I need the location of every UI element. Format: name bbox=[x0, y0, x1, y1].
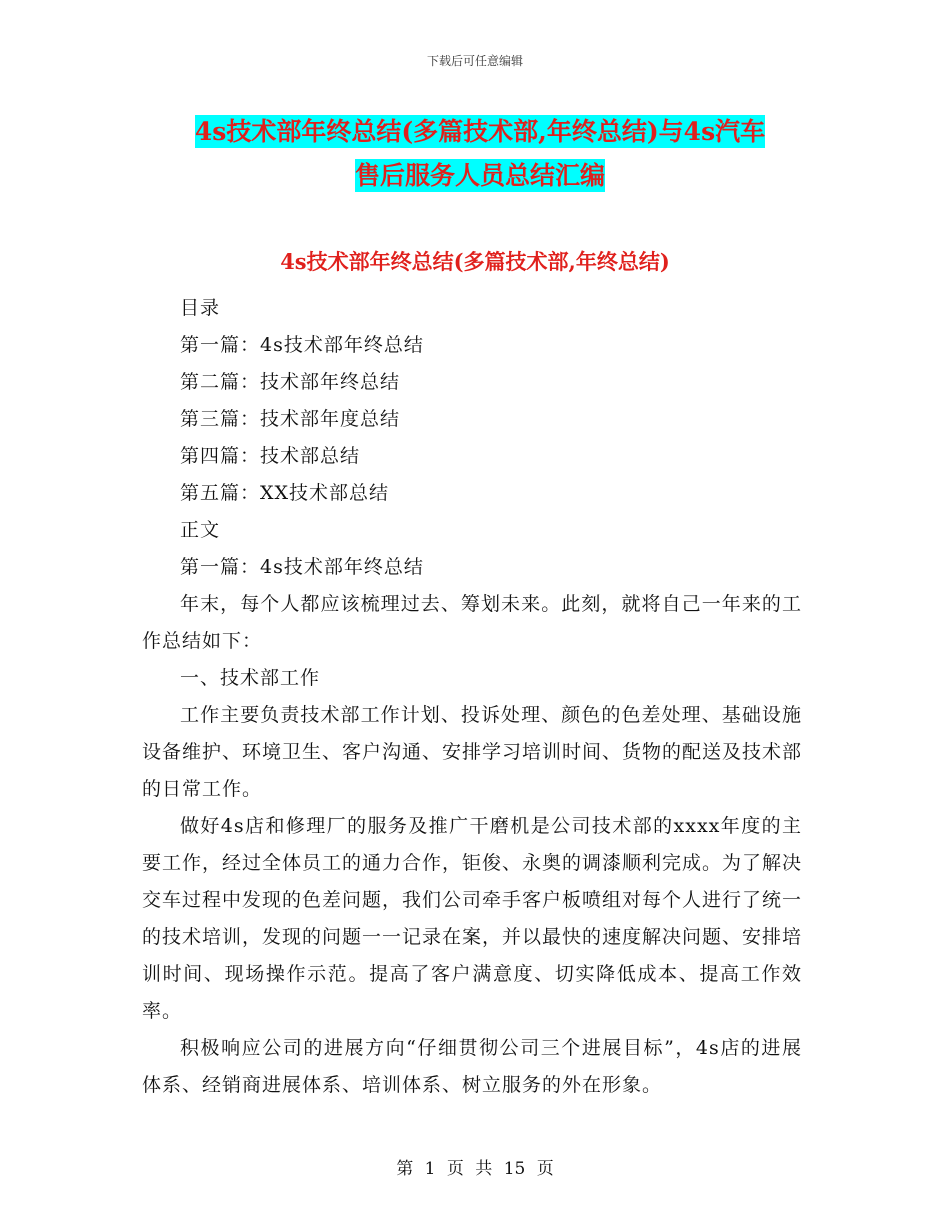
body-paragraph: 年末，每个人都应该梳理过去、筹划未来。此刻，就将自己一年来的工作总结如下： bbox=[142, 593, 802, 652]
toc-item: 第一篇：4s技术部年终总结 bbox=[180, 334, 424, 356]
toc-heading: 目录 bbox=[180, 297, 221, 319]
body-heading: 正文 bbox=[180, 519, 221, 541]
chapter-heading: 第一篇：4s技术部年终总结 bbox=[180, 556, 424, 578]
document-title-line-2: 售后服务人员总结汇编 bbox=[354, 161, 605, 190]
body-paragraph: 积极响应公司的进展方向“仔细贯彻公司三个进展目标”，4s店的进展体系、经销商进展体系、培训体系、树立服务的外在形象。 bbox=[142, 1037, 802, 1096]
toc-item: 第四篇：技术部总结 bbox=[180, 445, 361, 467]
document-title bbox=[140, 110, 820, 198]
page-header: 下载后可任意编辑 bbox=[426, 54, 523, 68]
section-title: 4s技术部年终总结(多篇技术部,年终总结) bbox=[280, 249, 670, 274]
subsection-heading: 一、技术部工作 bbox=[180, 667, 321, 689]
toc-item: 第三篇：技术部年度总结 bbox=[180, 408, 401, 430]
document-title-line-1: 4s技术部年终总结(多篇技术部,年终总结)与4s汽车 bbox=[194, 117, 766, 146]
toc-item: 第五篇：XX技术部总结 bbox=[180, 482, 390, 504]
toc-item: 第二篇：技术部年终总结 bbox=[180, 371, 401, 393]
page-footer: 第 1 页 共 15 页 bbox=[396, 1159, 554, 1179]
body-paragraph: 做好4s店和修理厂的服务及推广干磨机是公司技术部的xxxx年度的主要工作，经过全体员工的通力合作，钜俊、永奥的调漆顺利完成。为了解决交车过程中发现的色差问题，我们公司牵手客户板喷组对每个人进行了统一的技术培训，发现的问题一一记录在案，并以最快的速度解决问题、安排培训时间、现场操作示范。提高了客户满意度、切实降低成本、提高工作效率。 bbox=[142, 815, 803, 1022]
body-paragraph: 工作主要负责技术部工作计划、投诉处理、颜色的色差处理、基础设施设备维护、环境卫生、客户沟通、安排学习培训时间、货物的配送及技术部的日常工作。 bbox=[142, 704, 803, 800]
document-body bbox=[142, 290, 802, 1104]
